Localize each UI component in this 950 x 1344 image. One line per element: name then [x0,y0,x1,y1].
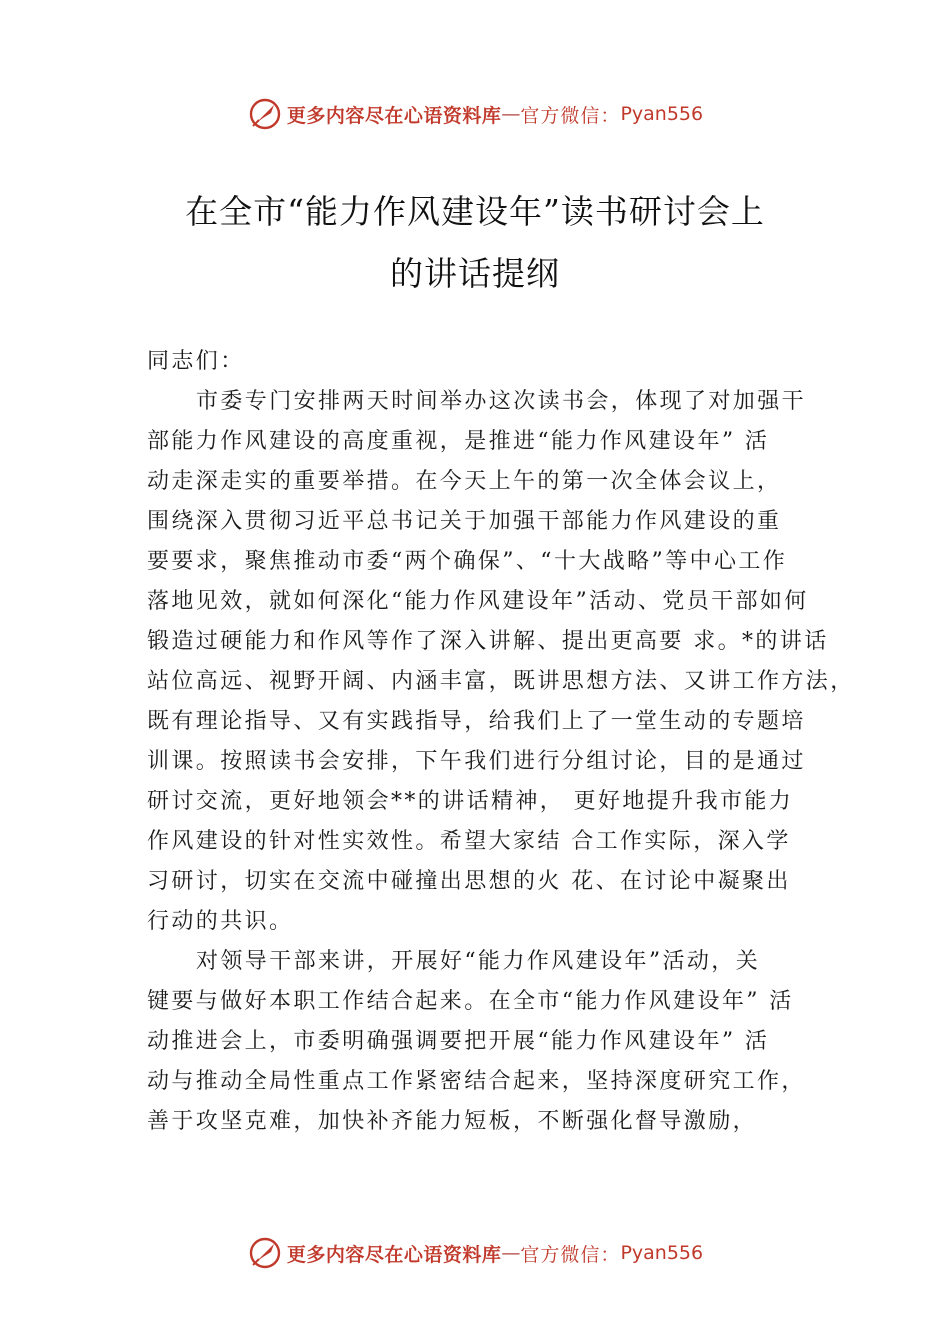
paragraph-line: 市委专门安排两天时间举办这次读书会，体现了对加强干 [196,389,807,414]
paragraph-line: 要要求，聚焦推动市委“两个确保”、“十大战略”等中心工作 [147,549,788,574]
paragraph-line: 锻造过硬能力和作风等作了深入讲解、提出更高要 求。*的讲话 [147,629,829,654]
salutation: 同志们： [147,349,245,374]
header-banner [0,94,950,134]
paragraph-line: 动与推动全局性重点工作紧密结合起来，坚持深度研究工作， [147,1069,806,1094]
banner-main-text: 更多内容尽在心语资料库 [286,104,502,127]
paragraph-line: 习研讨，切实在交流中碰撞出思想的火 花、在讨论中凝聚出 [147,869,791,894]
banner-wechat-label: 官方微信： [520,1243,621,1266]
paragraph-line: 键要与做好本职工作结合起来。在全市“能力作风建设年” 活 [147,989,794,1014]
banner-dash: — [501,103,521,125]
paragraph-line: 围绕深入贯彻习近平总书记关于加强干部能力作风建设的重 [147,509,782,534]
banner-wechat-handle: Pyan556 [620,1242,704,1264]
banner-wechat-label: 官方微信： [520,104,621,127]
quill-logo-icon [247,1235,283,1271]
document-title-line-2: 的讲话提纲 [390,254,560,293]
footer-banner [0,1233,950,1273]
banner-main-text: 更多内容尽在心语资料库 [286,1243,502,1266]
quill-logo-icon [247,96,283,132]
paragraph-line: 既有理论指导、又有实践指导，给我们上了一堂生动的专题培 [147,709,806,734]
paragraph-line: 训课。按照读书会安排，下午我们进行分组讨论，目的是通过 [147,749,806,774]
paragraph-line: 行动的共识。 [147,909,294,934]
paragraph-line: 对领导干部来讲，开展好“能力作风建设年”活动，关 [196,949,761,974]
banner-wechat-handle: Pyan556 [620,103,704,125]
paragraph-line: 动走深走实的重要举措。在今天上午的第一次全体会议上， [147,469,782,494]
paragraph-line: 研讨交流，更好地领会**的讲话精神， 更好地提升我市能力 [147,789,794,814]
paragraph-line: 作风建设的针对性实效性。希望大家结 合工作实际，深入学 [147,829,791,854]
paragraph-line: 落地见效，就如何深化“能力作风建设年”活动、党员干部如何 [147,589,809,614]
paragraph-line: 部能力作风建设的高度重视，是推进“能力作风建设年” 活 [147,429,770,454]
paragraph-line: 站位高远、视野开阔、内涵丰富，既讲思想方法、又讲工作方法， [147,669,855,694]
document-title-line-1: 在全市“能力作风建设年”读书研讨会上 [185,192,765,231]
banner-dash: — [501,1242,521,1264]
paragraph-line: 善于攻坚克难，加快补齐能力短板，不断强化督导激励， [147,1109,758,1134]
paragraph-line: 动推进会上，市委明确强调要把开展“能力作风建设年” 活 [147,1029,770,1054]
